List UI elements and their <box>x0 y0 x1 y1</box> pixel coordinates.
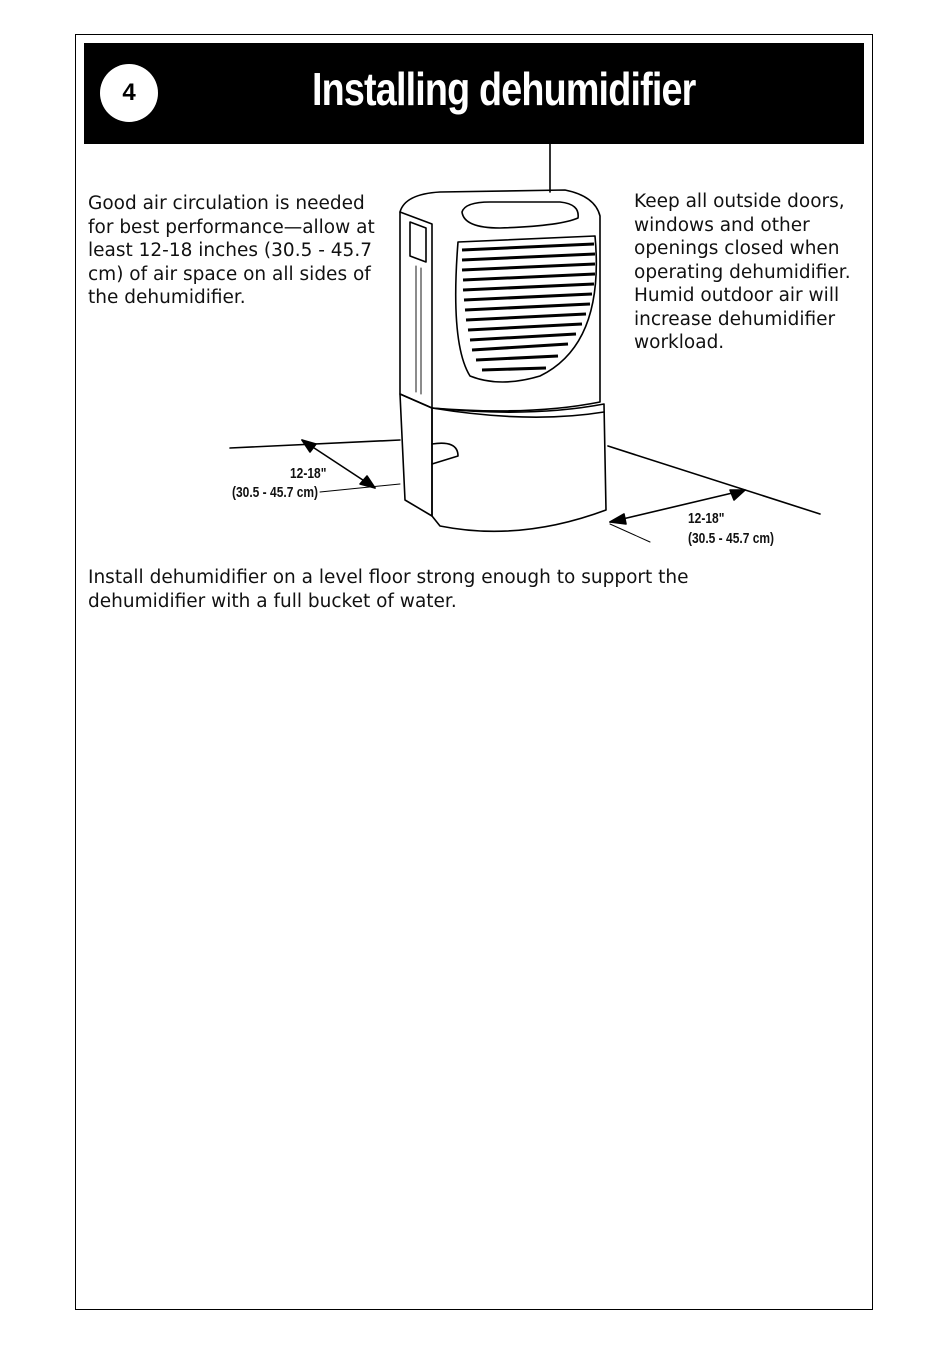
level-floor-text: Install dehumidifier on a level floor strong enough to support the dehumidifier with a full bucket of water. <box>88 567 689 612</box>
top-handle <box>462 202 578 228</box>
step-number-badge: 4 <box>100 64 158 122</box>
left-dimension-inches: 12-18" <box>290 465 327 482</box>
air-circulation-text: Good air circulation is needed for best performance—allow at least 12-18 inches (30.5 - 45.7 cm) of air space on all sides of the dehumidifier. <box>88 193 375 308</box>
right-dimension-cm: (30.5 - 45.7 cm) <box>688 530 775 547</box>
side-vent <box>410 222 426 262</box>
floor-line-right <box>608 446 820 514</box>
section-title: Installing dehumidifier <box>312 63 696 115</box>
grille-slats <box>462 244 595 370</box>
right-dimension-inches: 12-18" <box>688 510 725 527</box>
close-openings-text: Keep all outside doors, windows and other openings closed when operating dehumidifier. Humid outdoor air will increase dehumidifier workload. <box>634 191 851 353</box>
right-dimension-arrow <box>610 490 745 522</box>
left-dimension-cm: (30.5 - 45.7 cm) <box>232 484 319 501</box>
water-bucket <box>432 404 606 531</box>
